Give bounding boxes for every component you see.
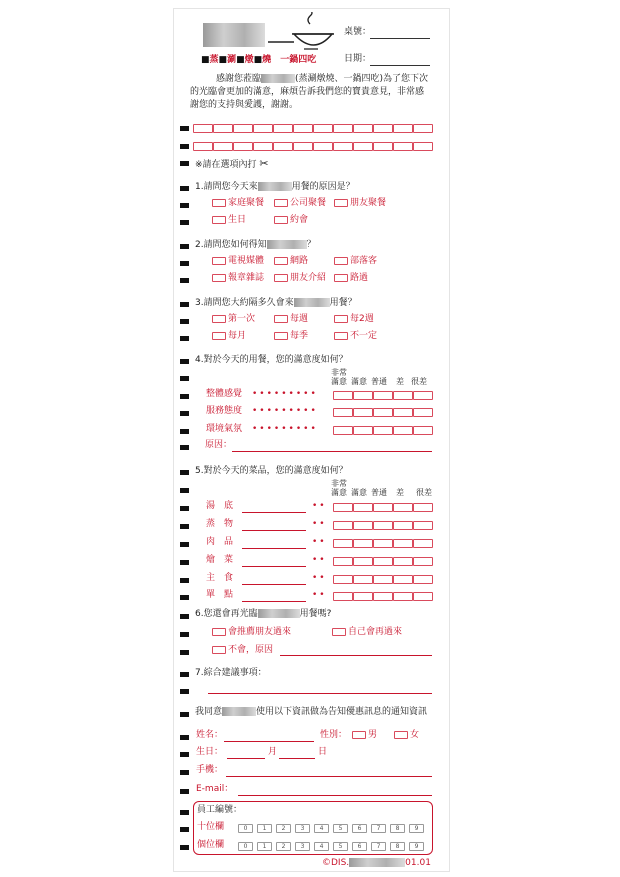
q4-rating-box[interactable]: [333, 408, 353, 417]
q5-rating-box[interactable]: [413, 503, 433, 512]
code-box[interactable]: [193, 142, 213, 151]
birthday-month-label: 月: [268, 747, 278, 757]
marker: [180, 689, 189, 694]
q5-scale-3: 差: [396, 488, 404, 497]
q5-rating-box[interactable]: [413, 521, 433, 530]
digit-box[interactable]: 9: [409, 824, 424, 833]
q5-item-line[interactable]: [242, 548, 306, 549]
q2-option[interactable]: 網路: [274, 256, 308, 267]
q3-option[interactable]: 不一定: [334, 331, 377, 342]
q4-rating-box[interactable]: [353, 391, 373, 400]
marker: [180, 560, 189, 565]
q5-rating-box[interactable]: [413, 539, 433, 548]
marker: [180, 359, 189, 364]
birthday-year-field[interactable]: [227, 758, 265, 759]
marker: [180, 752, 189, 757]
q2-option[interactable]: 報章雜誌: [212, 273, 264, 284]
digit-box[interactable]: 7: [371, 824, 386, 833]
q4-scale-0: 滿意: [331, 377, 347, 386]
q4-rating-box[interactable]: [373, 408, 393, 417]
q5-rating-box[interactable]: [333, 503, 353, 512]
marker: [180, 429, 189, 434]
marker: [180, 376, 189, 381]
marker: [180, 411, 189, 416]
q5-rating-box[interactable]: [393, 557, 413, 566]
digit-box[interactable]: 5: [333, 842, 348, 851]
date-field[interactable]: [370, 65, 430, 66]
marker: [180, 810, 189, 815]
q5-rating-box[interactable]: [373, 557, 393, 566]
q5-rating-box[interactable]: [353, 575, 373, 584]
q5-rating-box[interactable]: [333, 592, 353, 601]
q5-rating-box[interactable]: [373, 539, 393, 548]
code-box[interactable]: [253, 124, 273, 133]
q5-dot-leader: ••: [312, 519, 327, 529]
q5-item-line[interactable]: [242, 601, 306, 602]
q4-dot-leader: •••••••••: [252, 406, 318, 416]
email-field[interactable]: [238, 795, 432, 796]
marker: [180, 650, 189, 655]
marker: [180, 672, 189, 677]
q4-rating-box[interactable]: [333, 391, 353, 400]
q7-suggestion-field[interactable]: [208, 693, 432, 694]
birthday-label: 生日：: [196, 747, 224, 757]
q5-item-line[interactable]: [242, 566, 306, 567]
gender-female-option[interactable]: 女: [394, 730, 419, 741]
q5-scale-2: 普通: [371, 488, 387, 497]
consent-text: 我同意 使用以下資訊做為告知優惠訊息的通知資訊: [195, 707, 428, 717]
digit-box[interactable]: 1: [257, 842, 272, 851]
digit-box[interactable]: 0: [238, 824, 253, 833]
code-box[interactable]: [413, 124, 433, 133]
q5-dot-leader: ••: [312, 555, 327, 565]
marker: [180, 614, 189, 619]
code-box[interactable]: [233, 142, 253, 151]
marker: [180, 524, 189, 529]
q6-reason-field[interactable]: [280, 655, 432, 656]
instruction-note: ※請在選項內打 ✂: [195, 157, 269, 170]
digit-box[interactable]: 1: [257, 824, 272, 833]
q5-scale-4: 很差: [416, 488, 432, 497]
q5-rating-box[interactable]: [333, 557, 353, 566]
q5-rating-box[interactable]: [393, 539, 413, 548]
q4-scale-3: 差: [396, 377, 404, 386]
marker: [180, 578, 189, 583]
intro-line-3: 謝您的支持與愛護，謝謝。: [190, 100, 299, 110]
q5-rating-box[interactable]: [393, 592, 413, 601]
code-box[interactable]: [273, 142, 293, 151]
q5-rating-box[interactable]: [353, 503, 373, 512]
gender-male-option[interactable]: 男: [352, 730, 377, 741]
marker: [180, 302, 189, 307]
q2-option[interactable]: 電視媒體: [212, 256, 264, 267]
code-box[interactable]: [393, 124, 413, 133]
q4-rating-box[interactable]: [413, 426, 433, 435]
q4-rating-box[interactable]: [373, 426, 393, 435]
date-label: 日期：: [344, 54, 372, 64]
q4-scale-top: 非常: [331, 368, 347, 377]
marker: [180, 845, 189, 850]
q7-title: 7.綜合建議事項：: [195, 668, 267, 678]
marker: [180, 470, 189, 475]
code-box[interactable]: [353, 124, 373, 133]
q5-rating-box[interactable]: [413, 575, 433, 584]
digit-box[interactable]: 8: [390, 824, 405, 833]
q5-rating-box[interactable]: [393, 521, 413, 530]
name-label: 姓名：: [196, 730, 224, 740]
q3-option[interactable]: 每週: [274, 314, 308, 325]
q4-item-label: 整體感覺: [206, 389, 243, 399]
q4-dot-leader: •••••••••: [252, 389, 318, 399]
code-box[interactable]: [253, 142, 273, 151]
q1-option[interactable]: 約會: [274, 215, 308, 226]
staff-tens-label: 十位欄: [197, 822, 225, 832]
intro-line-2: 的光臨會更加的滿意，麻煩告訴我們您的寶貴意見，非常感: [190, 87, 425, 97]
code-box[interactable]: [213, 142, 233, 151]
code-box[interactable]: [333, 142, 353, 151]
q5-item-line[interactable]: [242, 530, 306, 531]
q5-rating-box[interactable]: [333, 539, 353, 548]
q5-item-label: 湯 底: [206, 501, 234, 511]
q5-rating-box[interactable]: [413, 557, 433, 566]
q5-rating-box[interactable]: [353, 521, 373, 530]
q5-title: 5.對於今天的菜品，您的滿意度如何？: [195, 466, 348, 476]
q5-rating-box[interactable]: [373, 592, 393, 601]
q4-rating-box[interactable]: [393, 408, 413, 417]
q5-rating-box[interactable]: [333, 575, 353, 584]
q6-option[interactable]: 不會，原因: [212, 645, 273, 656]
digit-box[interactable]: 4: [314, 824, 329, 833]
code-box[interactable]: [233, 124, 253, 133]
marker: [180, 126, 189, 131]
q1-title: 1.請問您今天來 用餐的原因是？: [195, 182, 355, 192]
q5-scale-top: 非常: [331, 479, 347, 488]
marker: [180, 220, 189, 225]
q5-rating-box[interactable]: [353, 557, 373, 566]
staff-id-title: 員工編號：: [197, 805, 243, 815]
marker: [180, 161, 189, 166]
q4-rating-box[interactable]: [353, 408, 373, 417]
q5-item-label: 單 點: [206, 590, 234, 600]
q5-rating-box[interactable]: [393, 575, 413, 584]
digit-box[interactable]: 2: [276, 824, 291, 833]
q5-rating-box[interactable]: [373, 503, 393, 512]
digit-box[interactable]: 3: [295, 824, 310, 833]
q4-rating-box[interactable]: [393, 426, 413, 435]
q3-option[interactable]: 每季: [274, 331, 308, 342]
name-field[interactable]: [224, 741, 314, 742]
q6-option[interactable]: 自己會再過來: [332, 627, 402, 638]
marker: [180, 506, 189, 511]
code-box[interactable]: [293, 124, 313, 133]
birthday-day-label: 日: [318, 747, 328, 757]
marker: [180, 203, 189, 208]
table-number-label: 桌號：: [344, 27, 372, 37]
q5-item-label: 蒸 物: [206, 519, 234, 529]
q5-item-line[interactable]: [242, 584, 306, 585]
q5-rating-box[interactable]: [373, 575, 393, 584]
gender-label: 性別：: [320, 730, 348, 740]
q4-rating-box[interactable]: [413, 408, 433, 417]
q4-reason-field[interactable]: [232, 451, 432, 452]
phone-label: 手機：: [196, 765, 224, 775]
q4-reason-label: 原因：: [205, 440, 233, 450]
code-box[interactable]: [333, 124, 353, 133]
q3-title: 3.請問您大約隔多久會來 用餐？: [195, 298, 357, 308]
q2-option[interactable]: 朋友介紹: [274, 273, 326, 284]
q5-scale-0: 滿意: [331, 488, 347, 497]
q4-item-label: 服務態度: [206, 406, 243, 416]
q5-rating-box[interactable]: [393, 503, 413, 512]
marker: [180, 488, 189, 493]
q2-option[interactable]: 路過: [334, 273, 368, 284]
q4-scale-2: 普通: [371, 377, 387, 386]
table-number-field[interactable]: [370, 38, 430, 39]
code-box[interactable]: [353, 142, 373, 151]
marker: [180, 770, 189, 775]
marker: [180, 144, 189, 149]
digit-box[interactable]: 8: [390, 842, 405, 851]
q5-item-line[interactable]: [242, 512, 306, 513]
q5-dot-leader: ••: [312, 537, 327, 547]
digit-box[interactable]: 4: [314, 842, 329, 851]
q6-title: 6.您還會再光臨 用餐嗎?: [195, 609, 332, 619]
q4-scale-4: 很差: [411, 377, 427, 386]
digit-box[interactable]: 7: [371, 842, 386, 851]
code-box[interactable]: [193, 124, 213, 133]
q5-item-label: 肉 品: [206, 537, 234, 547]
q4-rating-box[interactable]: [373, 391, 393, 400]
q3-option[interactable]: 第一次: [212, 314, 255, 325]
code-box[interactable]: [373, 142, 393, 151]
q4-rating-box[interactable]: [353, 426, 373, 435]
code-box[interactable]: [213, 124, 233, 133]
digit-box[interactable]: 5: [333, 824, 348, 833]
q1-option[interactable]: 家庭聚餐: [212, 198, 264, 209]
q5-dot-leader: ••: [312, 573, 327, 583]
q4-scale-1: 滿意: [351, 377, 367, 386]
digit-box[interactable]: 2: [276, 842, 291, 851]
email-label: E-mail：: [196, 784, 234, 794]
marker: [180, 394, 189, 399]
birthday-month-field[interactable]: [279, 758, 315, 759]
q5-item-label: 主 食: [206, 573, 234, 583]
q1-option[interactable]: 朋友聚餐: [334, 198, 386, 209]
code-box[interactable]: [413, 142, 433, 151]
q4-rating-box[interactable]: [413, 391, 433, 400]
q4-title: 4.對於今天的用餐，您的滿意度如何？: [195, 355, 348, 365]
q4-rating-box[interactable]: [333, 426, 353, 435]
scissors-icon: ✂: [259, 157, 269, 170]
q6-option[interactable]: 會推薦朋友過來: [212, 627, 291, 638]
staff-ones-label: 個位欄: [197, 840, 225, 850]
code-box[interactable]: [313, 142, 333, 151]
marker: [180, 542, 189, 547]
marker: [180, 712, 189, 717]
logo-blurred: [203, 23, 265, 47]
digit-box[interactable]: 0: [238, 842, 253, 851]
intro-line-1: 感謝您蒞臨 (蒸涮燉燒、一鍋四吃)為了您下次: [216, 74, 429, 84]
q5-item-label: 燴 菜: [206, 555, 234, 565]
marker: [180, 319, 189, 324]
q5-rating-box[interactable]: [333, 521, 353, 530]
q5-rating-box[interactable]: [373, 521, 393, 530]
code-box[interactable]: [273, 124, 293, 133]
marker: [180, 278, 189, 283]
phone-field[interactable]: [226, 776, 432, 777]
q5-rating-box[interactable]: [413, 592, 433, 601]
q5-scale-1: 滿意: [351, 488, 367, 497]
code-box[interactable]: [373, 124, 393, 133]
marker: [180, 827, 189, 832]
q4-rating-box[interactable]: [393, 391, 413, 400]
marker: [180, 445, 189, 450]
code-box[interactable]: [393, 142, 413, 151]
marker: [180, 632, 189, 637]
marker: [180, 336, 189, 341]
digit-box[interactable]: 6: [352, 842, 367, 851]
q4-item-label: 環境氣氛: [206, 424, 243, 434]
q4-dot-leader: •••••••••: [252, 424, 318, 434]
q3-option[interactable]: 每2週: [334, 314, 374, 325]
q5-dot-leader: ••: [312, 590, 327, 600]
digit-box[interactable]: 6: [352, 824, 367, 833]
q1-option[interactable]: 生日: [212, 215, 246, 226]
digit-box[interactable]: 9: [409, 842, 424, 851]
q3-option[interactable]: 每月: [212, 331, 246, 342]
q2-title: 2.請問您如何得知 ？: [195, 240, 316, 250]
marker: [180, 186, 189, 191]
digit-box[interactable]: 3: [295, 842, 310, 851]
slogan: ■蒸■涮■燉■燒 一鍋四吃: [201, 55, 317, 65]
marker: [180, 244, 189, 249]
footer-code: ©DIS. 01.01: [322, 858, 431, 868]
code-box[interactable]: [313, 124, 333, 133]
marker: [180, 735, 189, 740]
code-box[interactable]: [293, 142, 313, 151]
q5-dot-leader: ••: [312, 501, 327, 511]
q5-rating-box[interactable]: [353, 592, 373, 601]
q5-rating-box[interactable]: [353, 539, 373, 548]
marker: [180, 595, 189, 600]
marker: [180, 261, 189, 266]
q1-option[interactable]: 公司聚餐: [274, 198, 326, 209]
marker: [180, 789, 189, 794]
q2-option[interactable]: 部落客: [334, 256, 377, 267]
